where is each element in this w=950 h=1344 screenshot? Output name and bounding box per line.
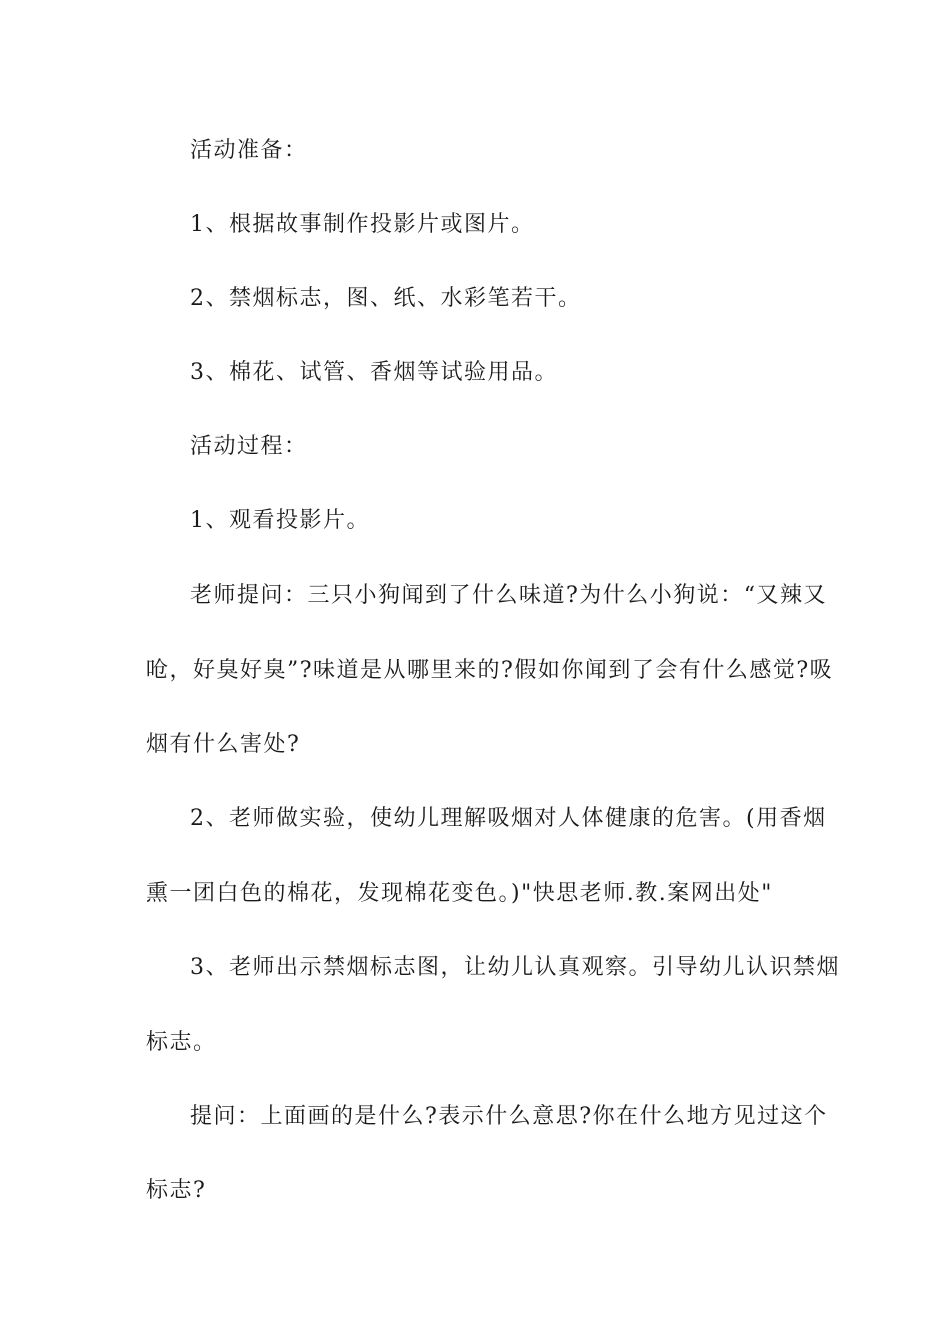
paragraph-line: 老师提问：三只小狗闻到了什么味道?为什么小狗说：“又辣又 — [190, 583, 828, 608]
section-heading-process: 活动过程： — [190, 434, 308, 459]
process-step-2: 2、老师做实验，使幼儿理解吸烟对人体健康的危害。(用香烟 — [190, 806, 827, 831]
paragraph-line: 烟有什么害处? — [146, 732, 301, 757]
paragraph-line: 标志。 — [146, 1030, 217, 1055]
paragraph-line: 呛，好臭好臭”?味道是从哪里来的?假如你闻到了会有什么感觉?吸 — [146, 658, 834, 683]
preparation-item-1: 1、根据故事制作投影片或图片。 — [190, 212, 535, 237]
section-heading-preparation: 活动准备： — [190, 138, 308, 163]
paragraph-line: 标志? — [146, 1178, 207, 1203]
preparation-item-3: 3、棉花、试管、香烟等试验用品。 — [190, 360, 558, 385]
process-step-1: 1、观看投影片。 — [190, 508, 370, 533]
process-step-3: 3、老师出示禁烟标志图，让幼儿认真观察。引导幼儿认识禁烟 — [190, 955, 840, 980]
preparation-item-2: 2、禁烟标志，图、纸、水彩笔若干。 — [190, 286, 582, 311]
paragraph-line: 熏一团白色的棉花，发现棉花变色。)"快思老师.教.案网出处" — [146, 881, 773, 906]
question-line: 提问：上面画的是什么?表示什么意思?你在什么地方见过这个 — [190, 1104, 828, 1129]
